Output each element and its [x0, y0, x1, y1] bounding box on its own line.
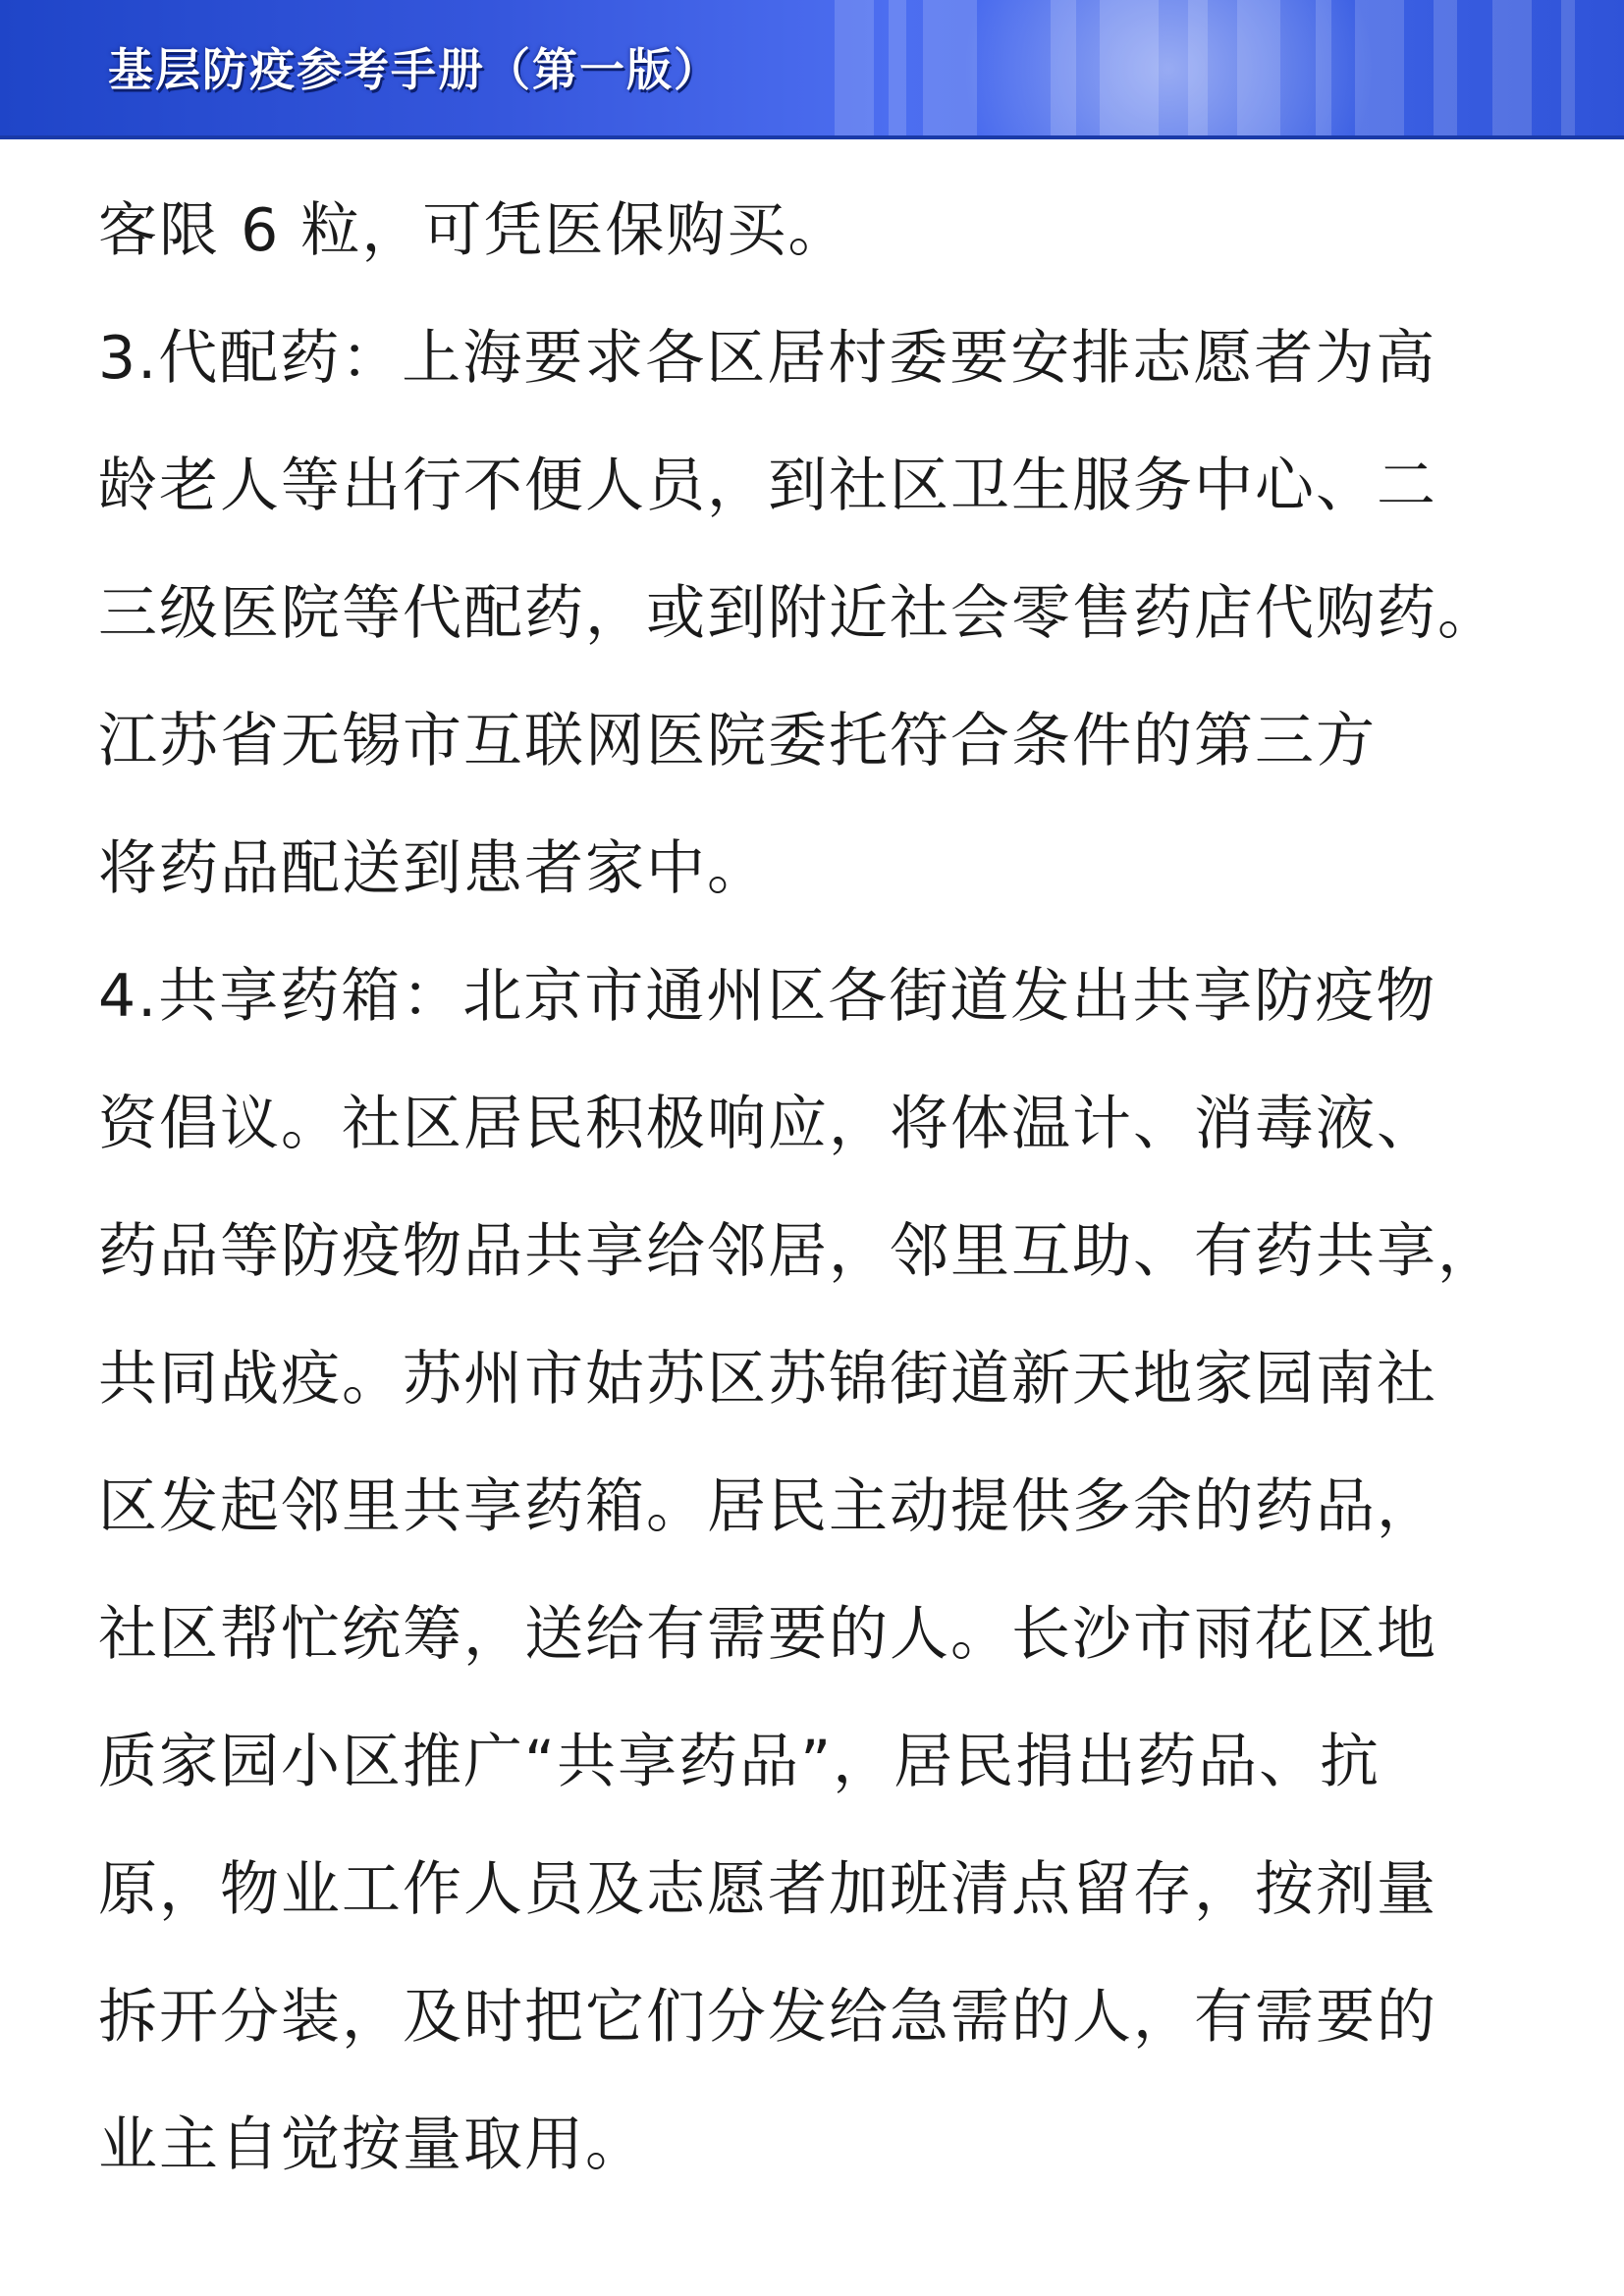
banner-stripe: [1237, 0, 1280, 139]
body-line: 资倡议。社区居民积极响应，将体温计、消毒液、: [98, 1090, 1437, 1158]
banner-bottom-line: [0, 135, 1624, 139]
body-line: 将药品配送到患者家中。: [98, 834, 768, 903]
body-line: 药品等防疫物品共享给邻居，邻里互助、有药共享，: [98, 1217, 1498, 1286]
banner-stripe: [1355, 0, 1404, 139]
body-line: 业主自觉按量取用。: [98, 2110, 646, 2179]
banner-stripe: [1561, 0, 1575, 139]
header-banner: [0, 0, 1624, 139]
body-line: 质家园小区推广“共享药品”，居民捐出药品、抗: [98, 1728, 1381, 1796]
banner-stripe: [889, 0, 906, 139]
banner-stripe: [1051, 0, 1076, 139]
banner-stripe: [1100, 0, 1159, 139]
body-line: 原，物业工作人员及志愿者加班清点留存，按剂量: [98, 1855, 1437, 1924]
banner-stripe: [1492, 0, 1532, 139]
banner-glow: [962, 0, 1375, 139]
banner-stripe: [835, 0, 874, 139]
body-line: 客限 6 粒，可凭医保购买。: [98, 196, 849, 265]
banner-stripe: [1316, 0, 1331, 139]
body-line: 社区帮忙统筹，送给有需要的人。长沙市雨花区地: [98, 1600, 1437, 1669]
banner-stripe: [1188, 0, 1208, 139]
body-line: 3.代配药：上海要求各区居村委要安排志愿者为高: [98, 324, 1437, 393]
body-line: 江苏省无锡市互联网医院委托符合条件的第三方: [98, 707, 1377, 775]
body-line: 区发起邻里共享药箱。居民主动提供多余的药品，: [98, 1472, 1437, 1541]
banner-stripe: [1434, 0, 1457, 139]
body-line: 拆开分装，及时把它们分发给急需的人，有需要的: [98, 1983, 1437, 2052]
body-line: 龄老人等出行不便人员，到社区卫生服务中心、二: [98, 452, 1437, 520]
banner-stripe: [923, 0, 977, 139]
body-line: 共同战疫。苏州市姑苏区苏锦街道新天地家园南社: [98, 1345, 1437, 1414]
body-line: 三级医院等代配药，或到附近社会零售药店代购药。: [98, 579, 1498, 648]
document-body: [98, 167, 1532, 2209]
body-line: 4.共享药箱：北京市通州区各街道发出共享防疫物: [98, 962, 1437, 1031]
page-title: 基层防疫参考手册（第一版）: [108, 43, 721, 96]
